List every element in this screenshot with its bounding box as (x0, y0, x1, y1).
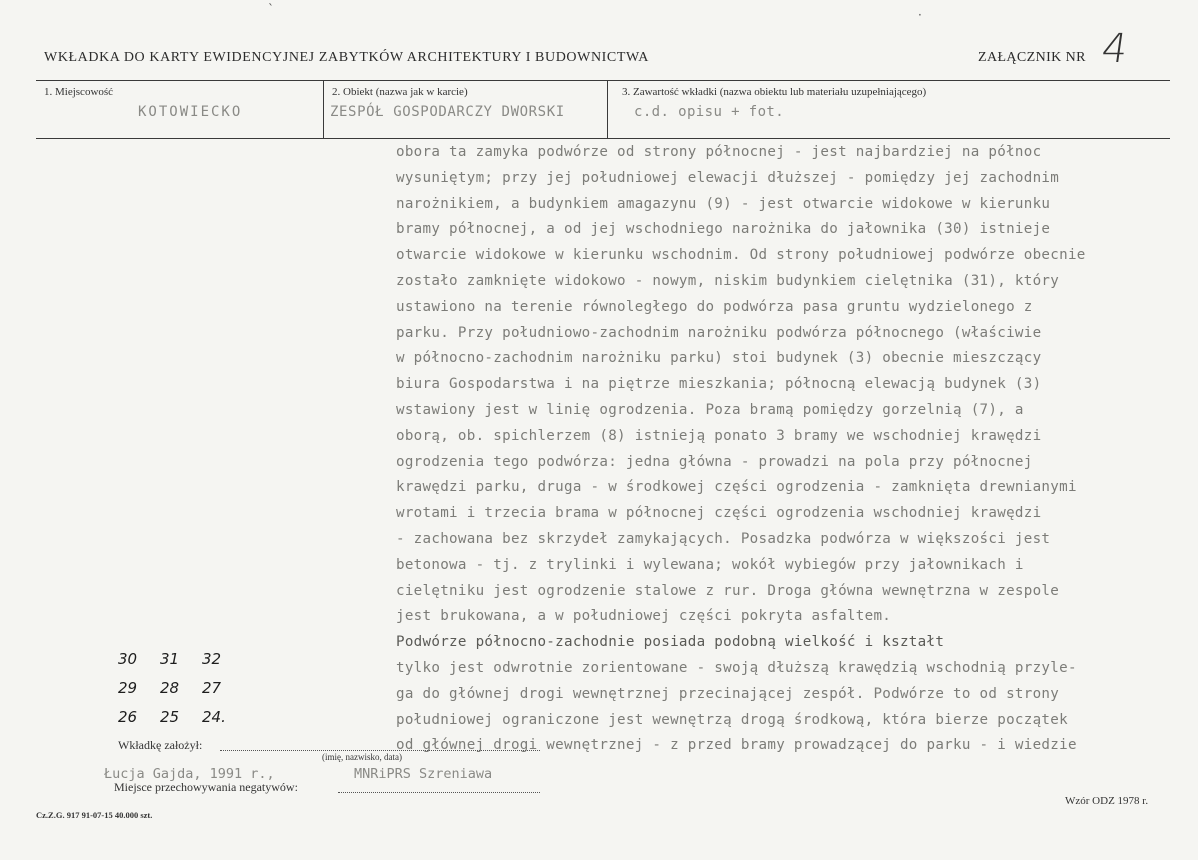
photo-number-row (118, 673, 244, 702)
photo-number: 30 (118, 649, 138, 668)
description-line: - zachowana bez skrzydeł zamykających. Posadzka podwórza w większości jest (396, 530, 1051, 547)
description-line: otwarcie widokowe w kierunku wschodnim. Od strony południowej podwórze obecnie (396, 247, 1086, 264)
description-line: ogrodzenia tego podwórza: jedna główna - prowadzi na pola przy północnej (396, 453, 1033, 470)
founded-by-line (220, 750, 540, 751)
description-line: południowej ograniczone jest wewnętrzą drogą środkową, która bierze początek (396, 711, 1068, 728)
annex-label: ZAŁĄCZNIK NR (978, 50, 1086, 65)
description-line: Podwórze północno-zachodnie posiada podobną wielkość i kształt (396, 634, 945, 651)
founded-by-label: Wkładkę założył: (118, 738, 203, 752)
founded-by-value: Łucja Gajda, 1991 r., (104, 766, 275, 782)
description-line: parku. Przy południowo-zachodnim narożniku podwórza północnego (właściwie (396, 324, 1042, 341)
photo-number: 31 (160, 649, 180, 668)
description-line: betonowa - tj. z trylinki i wylewana; wokół wybiegów przy jałownikach i (396, 556, 1024, 573)
photo-number: 24. (202, 707, 226, 726)
photo-number: 26 (118, 707, 138, 726)
photo-number-row (118, 644, 244, 673)
object-value: ZESPÓŁ GOSPODARCZY DWORSKI (330, 104, 565, 120)
annex-number: 4 (1098, 26, 1131, 72)
description-line: w północno-zachodnim narożniku parku) stoi budynek (3) obecnie mieszczący (396, 350, 1042, 367)
description-line: wrotami i trzecia brama w północnej części ogrodzenia wschodniej krawędzi (396, 505, 1042, 522)
photo-number: 29 (118, 678, 138, 697)
description-line: krawędzi parku, druga - w środkowej części ogrodzenia - zamknięta drewnianymi (396, 479, 1077, 496)
scan-mark: ` (268, 2, 274, 16)
print-code: Cz.Z.G. 917 91-07-15 40.000 szt. (36, 810, 153, 820)
scan-mark: · (918, 8, 922, 22)
column-divider (323, 80, 324, 138)
description-text (396, 140, 1174, 759)
description-line: tylko jest odwrotnie zorientowane - swoją dłuższą krawędzią wschodnią przyle- (396, 659, 1077, 676)
table-bottom-rule (36, 138, 1170, 139)
description-line: oborą, ob. spichlerzem (8) istnieją ponato 3 bramy we wschodniej krawędzi (396, 427, 1042, 444)
negatives-location-line (338, 792, 540, 793)
description-line: od głównej drogi wewnętrznej - z przed bramy prowadzącej do parku - i wiedzie (396, 737, 1077, 754)
photo-number-row (118, 702, 244, 731)
description-line: zostało zamknięte widokowo - nowym, niskim budynkiem cielętnika (31), który (396, 272, 1060, 289)
description-line: bramy północnej, a od jej wschodniego narożnika do jałownika (30) istnieje (396, 221, 1051, 238)
column-divider (607, 80, 608, 138)
card-title: WKŁADKA DO KARTY EWIDENCYJNEJ ZABYTKÓW ARCHITEKTURY I BUDOWNICTWA (44, 50, 649, 65)
description-line: ustawiono na terenie równoległego do podwórza pasa gruntu wydzielonego z (396, 298, 1033, 315)
description-line: ga do głównej drogi wewnętrznej przecinającej zespół. Podwórze to od strony (396, 685, 1060, 702)
content-label: 3. Zawartość wkładki (nazwa obiektu lub materiału uzupełniającego) (622, 86, 927, 98)
description-line: wstawiony jest w linię ogrodzenia. Poza bramą pomiędzy gorzelnią (7), a (396, 401, 1024, 418)
description-line: narożnikiem, a budynkiem amagazynu (9) - jest otwarcie widokowe w kierunku (396, 195, 1051, 212)
photo-number-grid (118, 644, 244, 731)
description-line: jest brukowana, a w południowej części pokryta asfaltem. (396, 608, 892, 625)
locality-value: KOTOWIECKO (138, 104, 243, 120)
negatives-location-label: Miejsce przechowywania negatywów: (114, 780, 298, 794)
locality-label: 1. Miejscowość (44, 86, 114, 98)
table-top-rule (36, 80, 1170, 81)
content-value: c.d. opisu + fot. (634, 104, 785, 120)
description-line: cielętniku jest ogrodzenie stalowe z rur. Droga główna wewnętrzna w zespole (396, 582, 1060, 599)
photo-number: 27 (202, 678, 222, 697)
institution-value: MNRiPRS Szreniawa (354, 766, 493, 782)
description-line: wysuniętym; przy jej południowej elewacji dłuższej - pomiędzy jej zachodnim (396, 169, 1060, 186)
object-label: 2. Obiekt (nazwa jak w karcie) (332, 86, 468, 98)
description-line: biura Gospodarstwa i na piętrze mieszkania; północną elewacją budynek (3) (396, 376, 1042, 393)
founded-by-hint: (imię, nazwisko, data) (322, 752, 402, 762)
form-model: Wzór ODZ 1978 r. (1065, 795, 1149, 807)
photo-number: 32 (202, 649, 222, 668)
description-line: obora ta zamyka podwórze od strony północnej - jest najbardziej na północ (396, 144, 1042, 160)
photo-number: 25 (160, 707, 180, 726)
photo-number: 28 (160, 678, 180, 697)
